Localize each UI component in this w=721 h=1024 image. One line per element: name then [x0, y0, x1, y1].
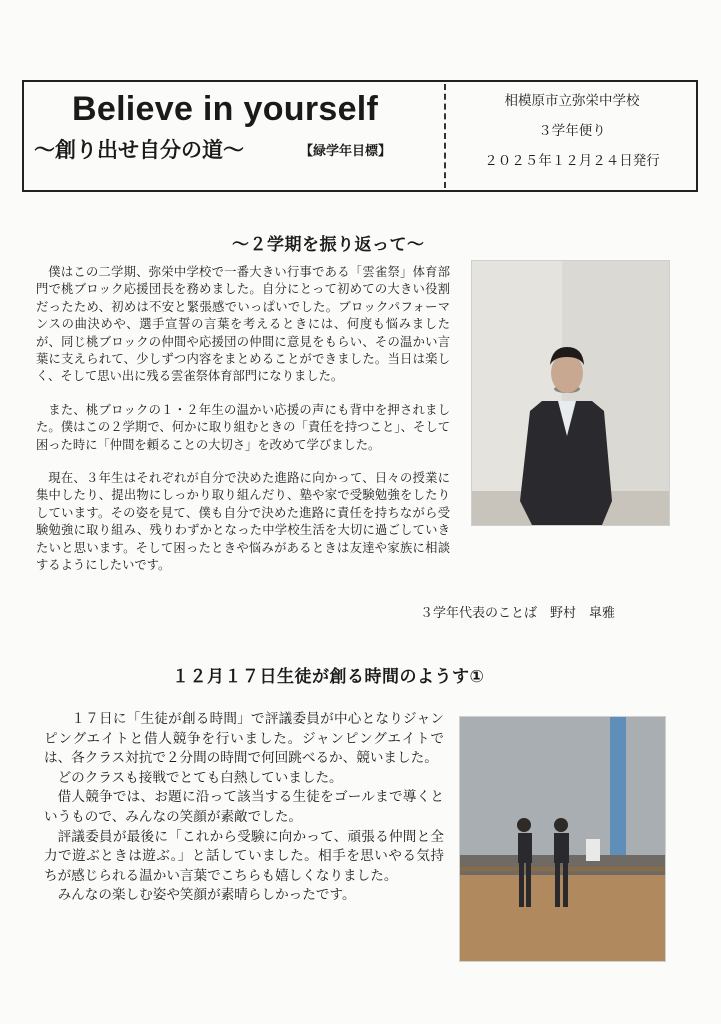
student-representative-photo [471, 260, 670, 526]
school-info [448, 86, 696, 176]
article2-body [44, 710, 444, 906]
article1-body [36, 264, 450, 591]
newsletter-name: ３学年便り [538, 123, 606, 139]
newsletter-subtitle: 〜創り出せ自分の道〜 [34, 138, 244, 162]
article1-paragraph: 現在、３年生はそれぞれが自分で決めた進路に向かって、日々の授業に集中したり、提出物にしっかり取り組んだり、塾や家で受験勉強をしたりしています。その姿を見て、僕も自分で決めた進路に責任を持ちながら受験勉強に取り組み、残りわずかとなった中学校生活を大切に過ごしていきたいと思います。そして困ったときや悩みがあるときは友達や家族に相談するようにしたいです。 [36, 471, 450, 573]
grade-goal-tag: 【緑学年目標】 [300, 144, 392, 159]
article1-paragraph: 僕はこの二学期、弥栄中学校で一番大きい行事である「雲雀祭」体育部門で桃ブロック応援団長を務めました。自分にとって初めての大きい役割だったため、初めは不安と緊張感でいっぱいでした。ブロックパフォーマンスの曲決めや、選手宣誓の言葉を考えるときには、何度も悩みましたが、同じ桃ブロックの仲間や応援団の仲間に意見をもらい、その温かい言葉に支えられて、少しずつ内容をまとめることができました。当日は楽しく、そして思い出に残る雲雀祭体育部門になりました。 [36, 265, 450, 384]
header-divider [444, 84, 446, 188]
article2-line: 評議委員が最後に「これから受験に向かって、頑張る仲間と全力で遊ぶときは遊ぶ。」と話していました。相手を思いやる気持ちが感じられる温かい言葉でこちらも嬉しくなりました。 [44, 828, 444, 884]
newsletter-title: Believe in yourself [72, 90, 379, 128]
article2-line: １７日に「生徒が創る時間」で評議委員が中心となりジャンピングエイトと借人競争を行いました。ジャンピングエイトでは、各クラス対抗で２分間の時間で何回跳べるか、競いました。 [44, 711, 444, 767]
article2-line: 借人競争では、お題に沿って該当する生徒をゴールまで導くというもので、みんなの笑顔が素敵でした。 [44, 789, 444, 825]
issue-date: ２０２５年１２月２４日発行 [484, 153, 660, 169]
header-box [22, 80, 698, 192]
article1-paragraph: また、桃ブロックの１・２年生の温かい応援の声にも背中を押されました。僕はこの２学期で、何かに取り組むときの「責任を持つこと」、そして困った時に「仲間を頼ることの大切さ」を改めて学びました。 [36, 402, 450, 452]
article2-heading: １２月１７日生徒が創る時間のようす① [172, 667, 485, 687]
school-name: 相模原市立弥栄中学校 [504, 93, 640, 109]
signature: ３学年代表のことば 野村 皐雅 [420, 606, 616, 621]
article2-line: みんなの楽しむ姿や笑顔が素晴らしかったです。 [57, 887, 356, 904]
article1-heading: 〜２学期を振り返って〜 [232, 235, 425, 255]
article2-line: どのクラスも接戦でとても白熱していました。 [57, 769, 343, 786]
event-photo [459, 716, 666, 962]
